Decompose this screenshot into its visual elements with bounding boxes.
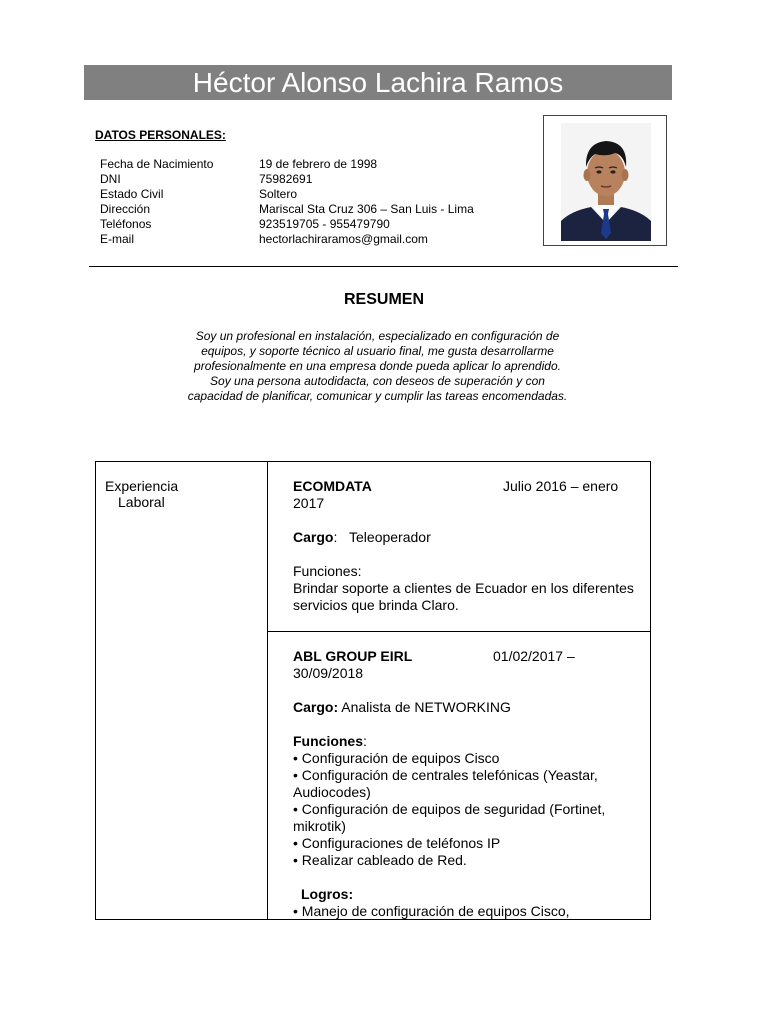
experience-label-line2: Laboral (118, 494, 165, 510)
job-dates-end: 2017 (293, 495, 325, 511)
personal-label: Fecha de Nacimiento (100, 157, 214, 171)
header-divider (89, 266, 678, 267)
personal-label: Dirección (100, 202, 151, 216)
job-achievements-label: Logros: (301, 886, 354, 902)
job-cargo-label: Cargo: (293, 699, 339, 715)
job-dates-start: Julio 2016 – enero (503, 478, 619, 494)
job-entry-ecomdata (293, 478, 638, 614)
experience-label (105, 478, 215, 510)
personal-row-email (100, 232, 520, 247)
personal-value: Mariscal Sta Cruz 306 – San Luis - Lima (259, 202, 474, 216)
job-cargo-line (293, 529, 638, 546)
personal-data-list (100, 157, 520, 247)
job-dates-end: 30/09/2018 (293, 665, 364, 681)
job-functions-heading (293, 733, 638, 750)
summary-text (170, 329, 585, 404)
personal-value: 19 de febrero de 1998 (259, 157, 378, 171)
personal-data-heading: DATOS PERSONALES: (95, 128, 226, 142)
profile-photo-frame (543, 115, 667, 246)
job-function-item: • Configuración de equipos de seguridad (Fortinet, (293, 801, 606, 817)
job-dates-start: 01/02/2017 – (493, 648, 575, 664)
summary-line: Soy una persona autodidacta, con deseos de superación y con (210, 374, 545, 388)
job-function-item: • Configuración de centrales telefónicas (Yeastar, (293, 767, 598, 783)
personal-value: hectorlachiraramos@gmail.com (259, 232, 428, 246)
job-function-item: mikrotik) (293, 818, 346, 834)
personal-row-birthdate (100, 157, 520, 172)
table-column-divider (267, 462, 268, 919)
personal-row-address (100, 202, 520, 217)
job-function-item: Audiocodes) (293, 784, 371, 800)
personal-label: DNI (100, 172, 121, 186)
job-function-item: • Realizar cableado de Red. (293, 852, 467, 868)
experience-label-line1: Experiencia (105, 478, 179, 494)
cv-name-banner (84, 65, 672, 100)
job-cargo-label: Cargo (293, 529, 334, 545)
cv-name: Héctor Alonso Lachira Ramos (192, 67, 564, 98)
job-company: ECOMDATA (293, 478, 372, 494)
personal-row-dni (100, 172, 520, 187)
job-cargo-separator: : (333, 529, 338, 545)
profile-photo (561, 123, 651, 241)
personal-label: Estado Civil (100, 187, 164, 201)
summary-heading: RESUMEN (343, 291, 424, 308)
job-functions-text: Brindar soporte a clientes de Ecuador en los diferentes (293, 580, 634, 596)
summary-line: Soy un profesional en instalación, especializado en configuración de (195, 329, 560, 343)
job-functions-label: Funciones (293, 733, 364, 749)
personal-value: 923519705 - 955479790 (259, 217, 390, 231)
summary-line: equipos, y soporte técnico al usuario final, me gusta desarrollarme (201, 344, 554, 358)
personal-label: Teléfonos (100, 217, 152, 231)
table-row-divider (267, 631, 650, 632)
personal-row-phones (100, 217, 520, 232)
job-cargo-value: Teleoperador (349, 529, 431, 545)
job-functions-text: servicios que brinda Claro. (293, 597, 459, 613)
job-functions-label: Funciones: (293, 563, 362, 579)
job-entry-abl-group (293, 648, 638, 920)
job-cargo-value: Analista de NETWORKING (341, 699, 511, 715)
personal-value: Soltero (259, 187, 298, 201)
summary-line: profesionalmente en una empresa donde pueda aplicar lo aprendido. (194, 359, 561, 373)
personal-value: 75982691 (259, 172, 313, 186)
job-cargo-line (293, 699, 638, 716)
job-company: ABL GROUP EIRL (293, 648, 413, 664)
job-functions-separator: : (363, 733, 367, 749)
portrait-illustration (561, 123, 651, 241)
job-achievement-item: • Manejo de configuración de equipos Cisco, (293, 903, 570, 919)
personal-row-civil-status (100, 187, 520, 202)
job-function-item: • Configuración de equipos Cisco (293, 750, 500, 766)
experience-table (95, 461, 651, 920)
summary-line: capacidad de planificar, comunicar y cumplir las tareas encomendadas. (187, 389, 568, 403)
job-function-item: • Configuraciones de teléfonos IP (293, 835, 501, 851)
personal-label: E-mail (100, 232, 135, 246)
